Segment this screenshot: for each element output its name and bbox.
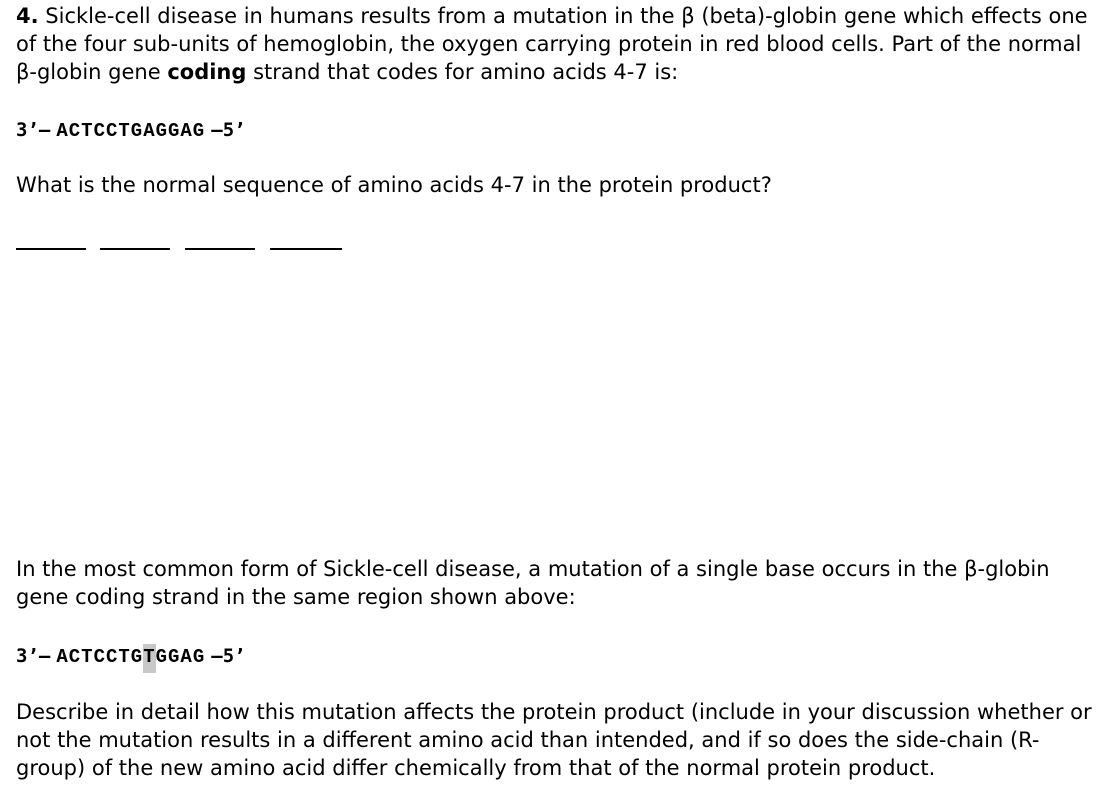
answer-blank-2[interactable]: [100, 248, 170, 250]
question-number: 4.: [16, 4, 39, 28]
normal-bases: ACTCCTGAGGAG: [56, 120, 206, 142]
three-prime-label: 3’–: [16, 119, 51, 141]
three-prime-label: 3’–: [16, 645, 51, 667]
answer-blank-4[interactable]: [270, 248, 342, 250]
mutation-intro: In the most common form of Sickle-cell disease, a mutation of a single base occurs in the β-globin gene coding strand in the same region shown above:: [16, 557, 1050, 609]
question-4-intro: [16, 2, 1106, 86]
mutant-bases-after: GGAG: [155, 646, 206, 668]
question-b: Describe in detail how this mutation affects the protein product (include in your discussion whether or not the mutation results in a different amino acid than intended, and if so does the side-chain (R-group) of the new amino acid differ chemically from that of the normal protein product.: [16, 700, 1092, 780]
intro-text: Sickle-cell disease in humans results from a mutation in the β (beta)-globin gene which effects one of the four sub-units of hemoglobin, the oxygen carrying protein in red blood cells. Part of the normal β-globin gene: [16, 4, 1088, 84]
mutant-sequence: [16, 642, 246, 671]
five-prime-label: –5’: [211, 645, 246, 667]
answer-blank-1[interactable]: [16, 248, 86, 250]
five-prime-label: –5’: [211, 119, 246, 141]
normal-sequence: [16, 116, 246, 145]
intro-end-text: strand that codes for amino acids 4-7 is:: [253, 60, 679, 84]
mutated-base-highlight: T: [143, 644, 155, 673]
question-a: What is the normal sequence of amino acids 4-7 in the protein product?: [16, 173, 772, 197]
mutant-bases-before: ACTCCTG: [56, 646, 144, 668]
coding-emphasis: coding: [167, 60, 247, 84]
answer-blank-3[interactable]: [185, 248, 255, 250]
